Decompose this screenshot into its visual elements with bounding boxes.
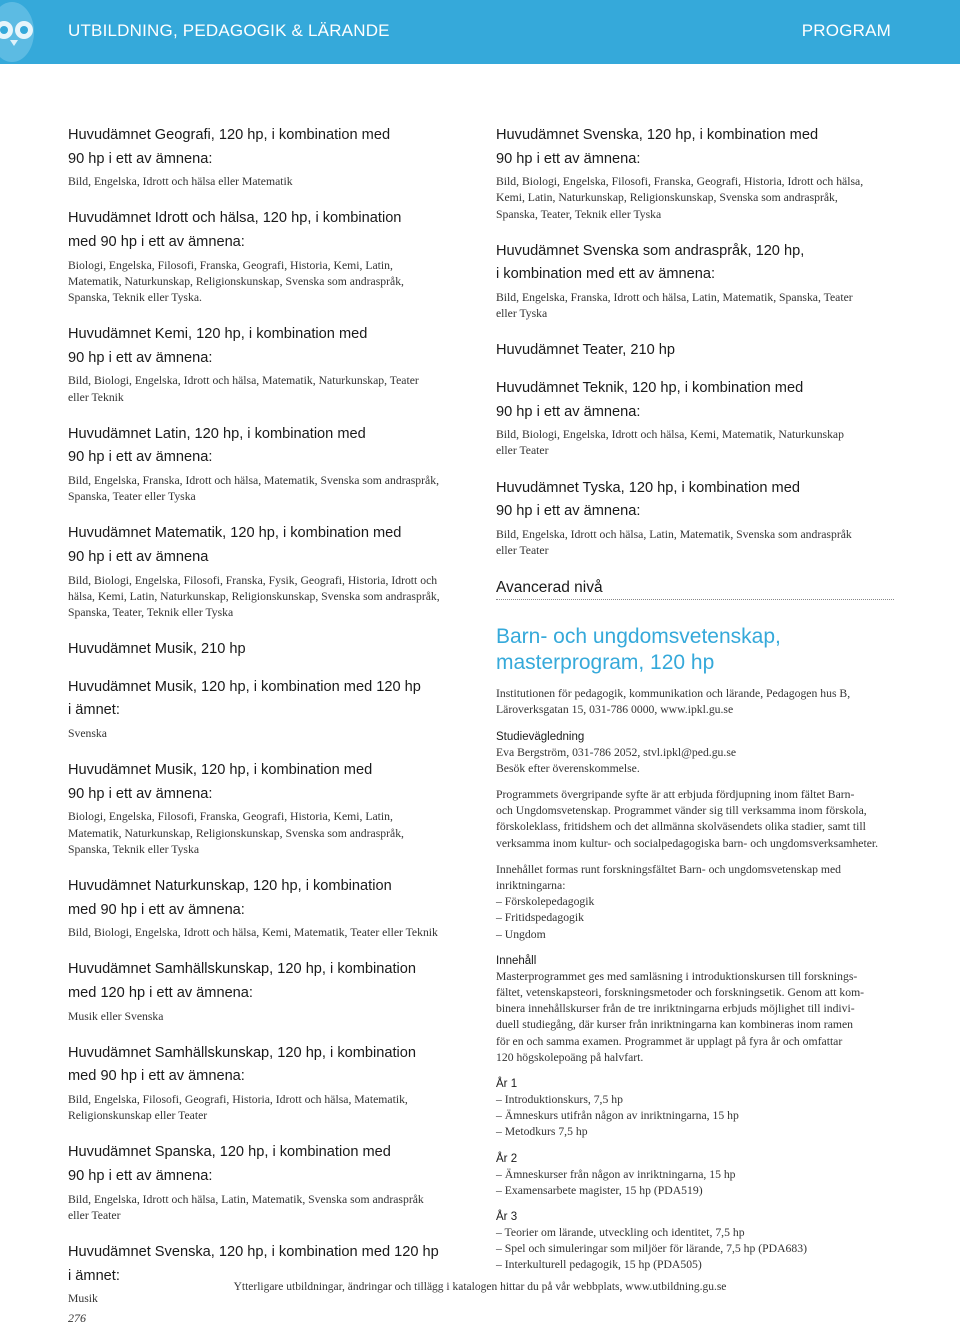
subject-heading-line: i ämnet: — [68, 1267, 120, 1284]
content-line: 120 högskolepoäng på halvfart. — [496, 1050, 644, 1064]
subject-body-line: Bild, Engelska, Franska, Idrott och hälsa, Latin, Matematik, Spanska, Teater — [496, 290, 853, 304]
subject-heading-line: med 90 hp i ett av ämnena: — [68, 1068, 245, 1085]
subject-block — [68, 961, 468, 1024]
subject-body-line: eller Teater — [496, 444, 549, 458]
subject-heading-line: 90 hp i ett av ämnena: — [68, 1167, 213, 1184]
subject-heading-line: Huvudämnet Samhällskunskap, 120 hp, i kombination — [68, 1044, 417, 1061]
subject-heading-line: Huvudämnet Musik, 120 hp, i kombination med — [68, 762, 373, 779]
program-title-line: Barn- och ungdomsvetenskap, — [496, 625, 781, 649]
research-intro-line: Innehållet formas runt forskningsfältet Barn- och ungdomsvetenskap med — [496, 862, 842, 876]
subject-block — [68, 127, 468, 190]
subject-heading-line: Huvudämnet Geografi, 120 hp, i kombination med — [68, 127, 391, 143]
subject-body-line: Matematik, Naturkunskap, Religionskunskap, Svenska som andraspråk, — [68, 274, 404, 288]
subject-heading-line: med 120 hp i ett av ämnena: — [68, 984, 253, 1001]
course-list — [496, 1092, 894, 1141]
subject-heading-line: 90 hp i ett av ämnena: — [68, 150, 213, 167]
research-section — [496, 862, 894, 943]
course-item: – Teorier om lärande, utveckling och identitet, 7,5 hp — [496, 1226, 745, 1240]
course-list — [496, 1167, 894, 1199]
list-item: – Förskolepedagogik — [496, 895, 595, 909]
guidance-line: Eva Bergström, 031-786 2052, stvl.ipkl@ped.gu.se — [496, 745, 737, 759]
subject-body-line: Bild, Engelska, Idrott och hälsa, Latin, Matematik, Svenska som andraspråk — [68, 1192, 424, 1206]
program-title — [496, 624, 894, 676]
subject-block — [496, 342, 894, 360]
course-item: – Spel och simuleringar som miljöer för lärande, 7,5 hp (PDA683) — [496, 1242, 807, 1256]
course-item: – Ämneskurser från någon av inriktningarna, 15 hp — [496, 1167, 736, 1181]
subject-block — [68, 762, 468, 858]
subject-heading-line: Huvudämnet Teater, 210 hp — [496, 342, 676, 359]
subject-body-line: Spanska, Teater, Teknik eller Tyska — [68, 605, 234, 619]
subject-heading-line: Huvudämnet Spanska, 120 hp, i kombination med — [68, 1144, 391, 1161]
subject-heading-line: 90 hp i ett av ämnena: — [496, 403, 641, 420]
subject-block — [68, 878, 468, 941]
year-section — [496, 1209, 894, 1274]
subject-heading-line: Huvudämnet Musik, 120 hp, i kombination med 120 hp — [68, 678, 421, 695]
category-title: PROGRAM — [801, 21, 891, 40]
subject-heading-line: i ämnet: — [68, 702, 120, 719]
subject-heading-line: med 90 hp i ett av ämnena: — [68, 233, 245, 250]
subject-block — [496, 480, 894, 560]
subject-heading-line: Huvudämnet Matematik, 120 hp, i kombination med — [68, 525, 402, 542]
purpose-paragraph — [496, 787, 894, 852]
subject-block — [68, 525, 468, 621]
guidance-section — [496, 729, 894, 777]
subject-heading-line: 90 hp i ett av ämnena — [68, 548, 209, 565]
purpose-line: Programmets övergripande syfte är att erbjuda fördjupning inom fältet Barn- — [496, 787, 855, 801]
subject-block — [496, 243, 894, 323]
subject-block — [68, 426, 468, 506]
section-title: UTBILDNING, PEDAGOGIK & LÄRANDE — [68, 21, 390, 40]
subject-body-line: Biologi, Engelska, Filosofi, Franska, Geografi, Historia, Kemi, Latin, — [68, 810, 393, 824]
research-intro-line: inriktningarna: — [496, 879, 566, 892]
page-number: 276 — [68, 1311, 86, 1325]
subject-heading-line: 90 hp i ett av ämnena: — [496, 503, 641, 520]
subject-body-line: eller Teknik — [68, 390, 124, 404]
subject-block — [68, 679, 468, 742]
institution-line: Läroverksgatan 15, 031-786 0000, www.ipkl.gu.se — [496, 703, 734, 717]
subject-heading-line: Huvudämnet Svenska som andraspråk, 120 hp, — [496, 242, 805, 259]
subject-heading-line: Huvudämnet Tyska, 120 hp, i kombination med — [496, 479, 800, 496]
subject-body-line: Spanska, Teater, Teknik eller Tyska — [496, 207, 662, 221]
institution-info — [496, 686, 894, 718]
subject-body-line: Musik eller Svenska — [68, 1009, 164, 1023]
content-line: fältet, vetenskapsteori, forskningsmetoder och forskningsetik. Genom att kom- — [496, 986, 865, 1000]
guidance-line: Besök efter överenskommelse. — [496, 761, 640, 775]
institution-line: Institutionen för pedagogik, kommunikation och lärande, Pedagogen hus B, — [496, 687, 851, 701]
subject-heading-line: Huvudämnet Naturkunskap, 120 hp, i kombination — [68, 877, 392, 894]
subject-block — [68, 326, 468, 406]
subject-block — [68, 1244, 468, 1307]
subject-body-line: Spanska, Teater eller Tyska — [68, 490, 196, 504]
level-heading: Avancerad nivå — [496, 579, 894, 600]
subject-heading-line: Huvudämnet Latin, 120 hp, i kombination med — [68, 425, 366, 442]
subject-block — [68, 1144, 468, 1224]
content-line: för en och samma examen. Programmet är upplagt på fyra år och omfattar — [496, 1034, 843, 1048]
program-title-line: masterprogram, 120 hp — [496, 651, 715, 675]
content-line: duell studiegång, där kurser från inriktningarna kan kombineras inom ramen — [496, 1018, 854, 1032]
subject-block — [68, 641, 468, 659]
subject-body-line: Matematik, Naturkunskap, Religionskunskap, Svenska som andraspråk, — [68, 826, 404, 840]
subject-body-line: Bild, Biologi, Engelska, Filosofi, Franska, Geografi, Historia, Idrott och hälsa, — [496, 175, 864, 189]
right-column — [496, 127, 894, 1284]
subject-heading-line: med 90 hp i ett av ämnena: — [68, 901, 245, 918]
subject-body-line: Kemi, Latin, Naturkunskap, Religionskunskap, Svenska som andraspråk, — [496, 191, 838, 205]
year-plan — [496, 1076, 894, 1274]
year-title: År 3 — [496, 1211, 518, 1224]
research-list — [496, 894, 894, 943]
course-list — [496, 1225, 894, 1274]
subject-block — [496, 127, 894, 223]
subject-body-line: Bild, Biologi, Engelska, Idrott och hälsa, Matematik, Naturkunskap, Teater — [68, 374, 419, 388]
course-item: – Ämneskurs utifrån någon av inriktningarna, 15 hp — [496, 1109, 739, 1123]
subject-heading-line: Huvudämnet Teknik, 120 hp, i kombination med — [496, 379, 804, 396]
subject-heading-line: 90 hp i ett av ämnena: — [68, 349, 213, 366]
guidance-title: Studievägledning — [496, 730, 585, 743]
subject-body-line: Spanska, Teknik eller Tyska. — [68, 290, 202, 304]
left-column — [68, 127, 468, 1327]
subject-body-line: Svenska — [68, 726, 107, 740]
subject-body-line: eller Teater — [68, 1208, 121, 1222]
subject-heading-line: 90 hp i ett av ämnena: — [68, 785, 213, 802]
year-section — [496, 1076, 894, 1141]
subject-body-line: Bild, Biologi, Engelska, Idrott och hälsa, Kemi, Matematik, Teater eller Teknik — [68, 926, 438, 940]
content-line: binera innehållskurser från de tre inriktningarna erbjuds möjlighet till indivi- — [496, 1002, 855, 1016]
subject-heading-line: 90 hp i ett av ämnena: — [496, 150, 641, 167]
subject-body-line: eller Teater — [496, 543, 549, 557]
page-header — [0, 0, 960, 64]
subject-body-line: Bild, Biologi, Engelska, Idrott och hälsa, Kemi, Matematik, Naturkunskap — [496, 428, 844, 442]
subject-block — [68, 1045, 468, 1125]
subject-heading-line: Huvudämnet Svenska, 120 hp, i kombination med 120 hp — [68, 1243, 439, 1260]
list-item: – Ungdom — [496, 927, 546, 941]
subject-heading-line: 90 hp i ett av ämnena: — [68, 449, 213, 466]
purpose-line: och Ungdomsvetenskap. Programmet vänder sig till verksamma inom förskola, — [496, 804, 867, 818]
year-title: År 1 — [496, 1078, 518, 1091]
owl-logo-icon — [0, 0, 40, 64]
subject-heading-line: Huvudämnet Idrott och hälsa, 120 hp, i kombination — [68, 210, 402, 227]
subject-body-line: Biologi, Engelska, Filosofi, Franska, Geografi, Historia, Kemi, Latin, — [68, 258, 393, 272]
subject-list-right — [496, 127, 894, 559]
subject-block — [496, 380, 894, 460]
subject-body-line: Bild, Engelska, Idrott och hälsa eller Matematik — [68, 175, 293, 189]
content-section — [496, 953, 894, 1066]
subject-body-line: hälsa, Kemi, Latin, Naturkunskap, Religionskunskap, Svenska som andraspråk, — [68, 589, 440, 603]
subject-body-line: Bild, Engelska, Franska, Idrott och hälsa, Matematik, Svenska som andraspråk, — [68, 473, 439, 487]
purpose-line: verksamma inom kultur- och socialpedagogiska barn- och ungdomsverksamheter. — [496, 836, 879, 850]
course-item: – Interkulturell pedagogik, 15 hp (PDA505) — [496, 1258, 702, 1272]
course-item: – Metodkurs 7,5 hp — [496, 1125, 588, 1139]
list-item: – Fritidspedagogik — [496, 911, 584, 925]
year-section — [496, 1151, 894, 1199]
subject-body-line: eller Tyska — [496, 307, 548, 321]
subject-heading-line: Huvudämnet Svenska, 120 hp, i kombination med — [496, 127, 819, 143]
content-line: Masterprogrammet ges med samläsning i introduktionskursen till forsknings- — [496, 969, 858, 983]
course-item: – Examensarbete magister, 15 hp (PDA519) — [496, 1183, 703, 1197]
subject-heading-line: Huvudämnet Musik, 210 hp — [68, 641, 246, 658]
subject-body-line: Spanska, Teknik eller Tyska — [68, 842, 200, 856]
subject-heading-line: Huvudämnet Samhällskunskap, 120 hp, i kombination — [68, 961, 417, 978]
subject-heading-line: Huvudämnet Kemi, 120 hp, i kombination med — [68, 326, 368, 343]
subject-body-line: Musik — [68, 1292, 98, 1306]
purpose-line: förskoleklass, fritidshem och det allmänna skolväsendets olika stadier, samt till — [496, 820, 866, 834]
content-title: Innehåll — [496, 954, 537, 967]
subject-body-line: Bild, Biologi, Engelska, Filosofi, Franska, Fysik, Geografi, Historia, Idrott och — [68, 573, 438, 587]
course-item: – Introduktionskurs, 7,5 hp — [496, 1093, 623, 1107]
subject-body-line: Religionskunskap eller Teater — [68, 1109, 208, 1123]
footer-note: Ytterligare utbildningar, ändringar och tillägg i katalogen hittar du på vår webbplats, www.utbildning.gu.se — [233, 1281, 727, 1293]
subject-block — [68, 210, 468, 306]
subject-heading-line: i kombination med ett av ämnena: — [496, 266, 716, 283]
year-title: År 2 — [496, 1152, 518, 1165]
subject-body-line: Bild, Engelska, Idrott och hälsa, Latin, Matematik, Svenska som andraspråk — [496, 527, 852, 541]
subject-body-line: Bild, Engelska, Filosofi, Geografi, Historia, Idrott och hälsa, Matematik, — [68, 1092, 408, 1106]
